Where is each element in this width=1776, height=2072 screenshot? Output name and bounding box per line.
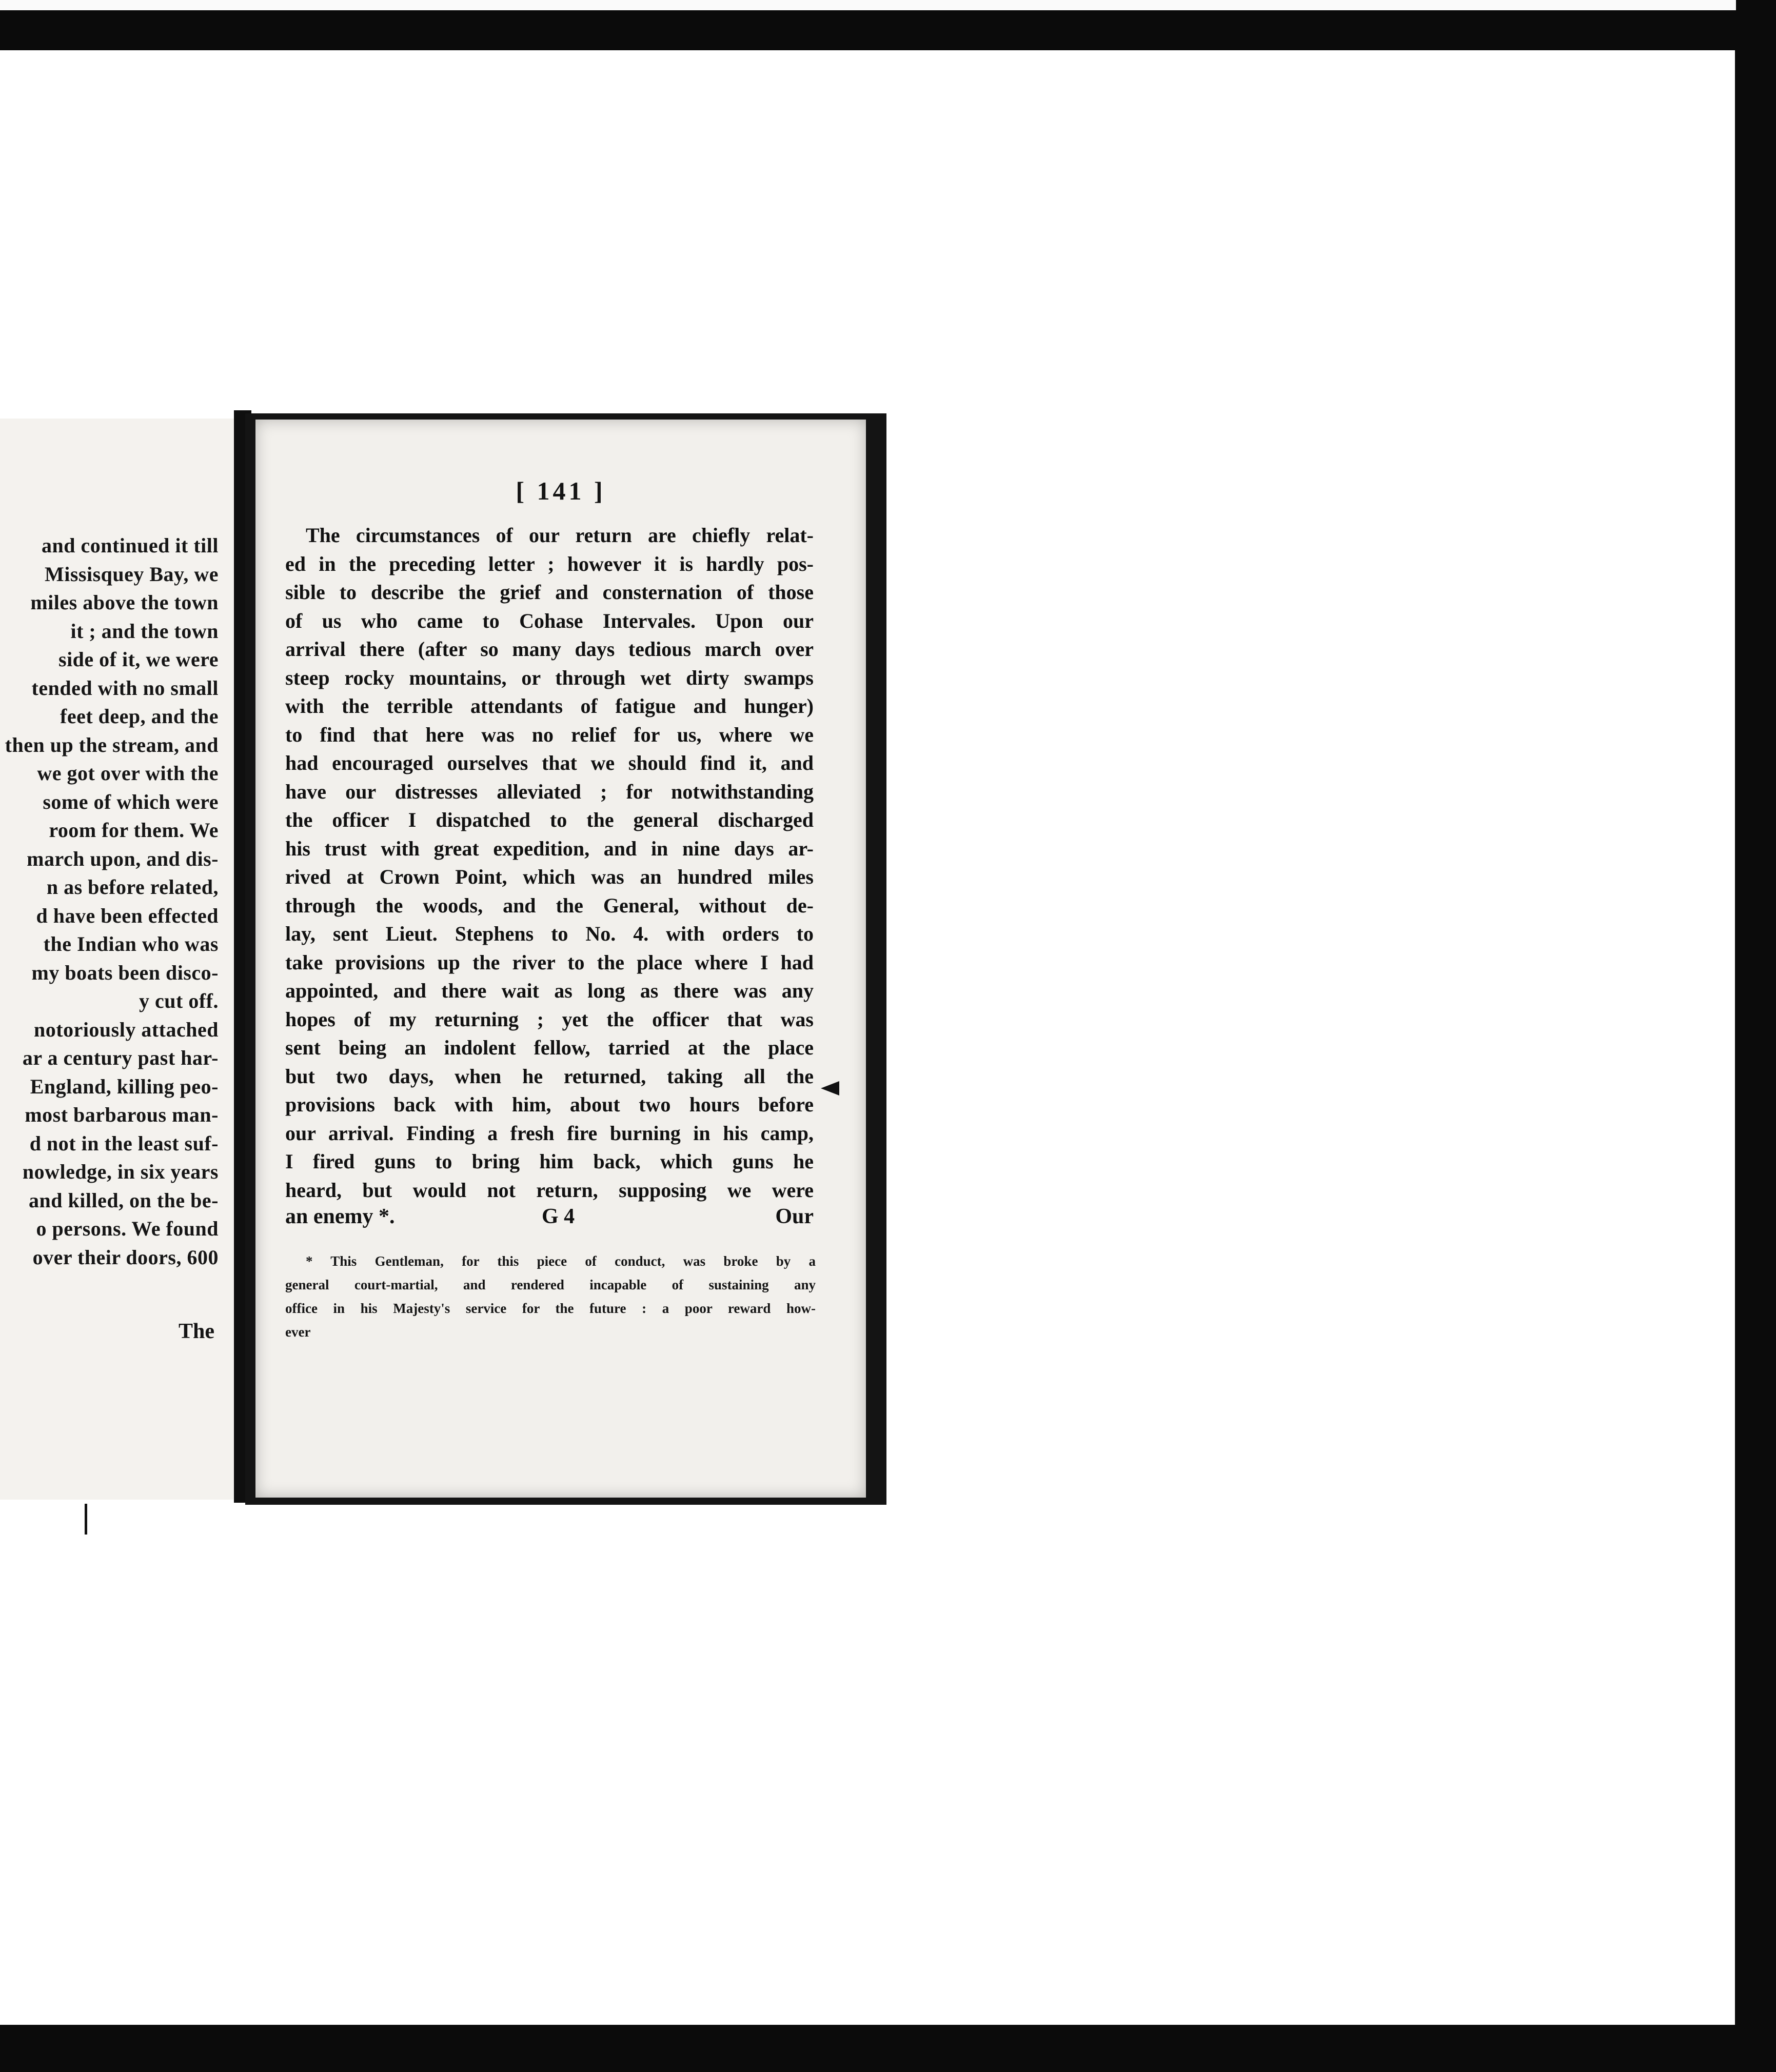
body-line: through the woods, and the General, without de- — [285, 893, 814, 917]
footnote-line: office in his Majesty's service for the future : a poor reward how- — [285, 1301, 816, 1316]
left-page-line: and killed, on the be- — [29, 1188, 219, 1212]
left-page-line: it ; and the town — [70, 619, 219, 643]
left-page-line: d have been effected — [36, 904, 219, 927]
left-page-line: most barbarous man- — [25, 1103, 219, 1126]
body-line: steep rocky mountains, or through wet dirty swamps — [285, 666, 814, 689]
body-line: our arrival. Finding a fresh fire burning in his camp, — [285, 1121, 814, 1145]
body-line: with the terrible attendants of fatigue and hunger) — [285, 694, 814, 718]
body-line: lay, sent Lieut. Stephens to No. 4. with orders to — [285, 922, 814, 945]
body-line: to find that here was no relief for us, where we — [285, 723, 814, 746]
film-edge-top — [0, 0, 1776, 10]
body-line: sible to describe the grief and consternation of those — [285, 581, 814, 604]
right-page-body — [285, 521, 814, 1233]
left-page-line: and continued it till — [41, 534, 219, 557]
body-line: of us who came to Cohase Intervales. Upon our — [285, 609, 814, 632]
body-line: arrival there (after so many days tedious march over — [285, 637, 814, 661]
body-line: sent being an indolent fellow, tarried at the place — [285, 1036, 814, 1059]
footnote-line: general court-martial, and rendered incapable of sustaining any — [285, 1277, 816, 1292]
edge-tick — [85, 1504, 87, 1535]
left-page-line: England, killing peo- — [30, 1074, 219, 1098]
body-line: take provisions up the river to the place where I had — [285, 950, 814, 974]
left-page — [0, 419, 243, 1500]
left-page-line: some of which were — [43, 790, 219, 813]
left-catchword: The — [178, 1320, 214, 1343]
signature-mark: G 4 — [542, 1205, 575, 1228]
body-line: provisions back with him, about two hours before — [285, 1093, 814, 1116]
left-page-line: the Indian who was — [43, 932, 219, 955]
body-line: had encouraged ourselves that we should find it, and — [285, 751, 814, 774]
left-page-line: over their doors, 600 — [32, 1245, 219, 1269]
page-number: [ 141 ] — [516, 476, 606, 505]
left-page-line: y cut off. — [139, 989, 219, 1012]
footnote-line: * This Gentleman, for this piece of conduct, was broke by a — [306, 1253, 816, 1269]
body-line: rived at Crown Point, which was an hundred miles — [285, 865, 814, 888]
left-page-line: ar a century past har- — [22, 1046, 219, 1069]
right-page — [255, 420, 866, 1498]
film-edge-bottom — [0, 2026, 1776, 2072]
body-line: hopes of my returning ; yet the officer that was — [285, 1007, 814, 1031]
left-page-line: room for them. We — [49, 819, 219, 842]
film-edge-right — [1736, 0, 1776, 2072]
left-page-line: feet deep, and the — [60, 705, 219, 728]
last-line-text: an enemy *. — [285, 1205, 395, 1228]
body-line: his trust with great expedition, and in nine days ar- — [285, 836, 814, 860]
body-line: The circumstances of our return are chiefly relat- — [306, 524, 814, 547]
body-line: ed in the preceding letter ; however it is hardly pos- — [285, 552, 814, 575]
body-line: I fired guns to bring him back, which guns he — [285, 1150, 814, 1173]
right-catchword: Our — [775, 1205, 814, 1228]
body-line: heard, but would not return, supposing we were — [285, 1178, 814, 1202]
margin-arrow-mark — [821, 1081, 839, 1095]
left-page-line: miles above the town — [30, 591, 219, 614]
body-line: the officer I dispatched to the general discharged — [285, 808, 814, 831]
left-page-line: nowledge, in six years — [22, 1160, 219, 1183]
left-page-line: n as before related, — [46, 875, 219, 899]
left-page-line: march upon, and dis- — [27, 847, 219, 870]
left-page-line: side of it, we were — [58, 648, 219, 671]
left-page-line: tended with no small — [31, 676, 219, 700]
footnote-line: ever — [285, 1324, 311, 1340]
body-line: have our distresses alleviated ; for notwithstanding — [285, 780, 814, 803]
left-page-line: we got over with the — [37, 762, 219, 785]
left-page-line: my boats been disco- — [31, 961, 219, 984]
footnote — [285, 1249, 816, 1344]
left-page-line: then up the stream, and — [5, 733, 219, 756]
left-page-line: notoriously attached — [34, 1018, 219, 1041]
left-page-line: d not in the least suf- — [29, 1131, 219, 1155]
left-page-line: Missisquey Bay, we — [44, 562, 219, 586]
body-line: appointed, and there wait as long as there was any — [285, 979, 814, 1002]
body-line: but two days, when he returned, taking all the — [285, 1064, 814, 1088]
left-page-text — [0, 531, 219, 1271]
left-page-line: o persons. We found — [36, 1217, 219, 1240]
last-line — [285, 1204, 814, 1233]
